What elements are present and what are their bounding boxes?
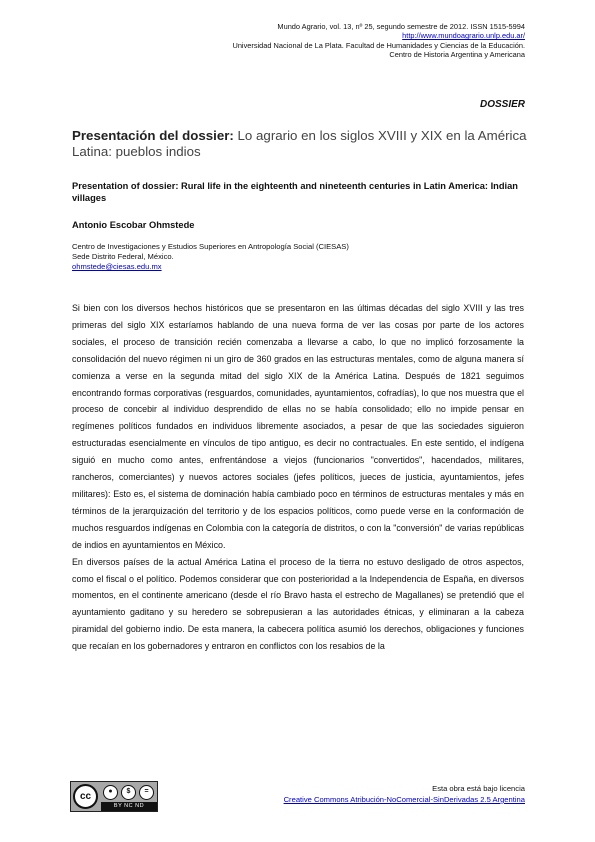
license-link[interactable]: Creative Commons Atribución-NoComercial-SinDerivadas 2.5 Argentina [283,795,525,804]
author-name: Antonio Escobar Ohmstede [72,220,195,230]
license-footer [70,781,525,811]
body-paragraph: Si bien con los diversos hechos históricos que se presentaron en las últimas décadas del siglo XVIII y las tres primeras del siglo XIX estaríamos hablando de una nueva forma de ver las cosas por parte de los actores sociales, el proceso de transición recién comenzaba a llevarse a cabo, lo que no implicó forzosamente la consolidación del nuevo régimen ni un giro de 360 grados en las estructuras mentales, como de alguna manera sí comienza a verse en la segunda mitad del siglo XIX de la América Latina. Después de 1821 seguimos encontrando formas corporativas (resguardos, comunidades, ayuntamientos, cofradías), lo que nos muestra que el proceso de concebir al individuo desprendido de ellas no se había consolidado; ello no impide pensar en regímenes políticos fundados en individuos libremente asociados, a pesar de que las sociedades siguieron estructuradas esencialmente en vínculos de tipo antiguo, es decir no contractuales. En este sentido, el indígena siguió en mucho como antes, enfrentándose a viejos (funcionarios "convertidos", hacendados, militares, rancheros, comerciantes) y nuevos actores sociales (jefes políticos, jueces de justicia, ayuntamientos, jefes militares): Esto es, el sistema de dominación había cambiado poco en términos de estructuras mentales y más en términos de la jerarquización del territorio y de los espacios políticos, como puede verse en la conformación de muchos resguardos indígenas en Colombia con la categoría de distritos, o con la "conversión" de varias repúblicas de indios en ayuntamientos en México. [72,303,524,550]
article-title-rest: Lo agrario en los siglos XVIII y XIX en la América Latina: pueblos indios [72,128,527,159]
citation-line: Mundo Agrario, vol. 13, nº 25, segundo semestre de 2012. ISSN 1515-5994 [277,22,525,31]
institution-line-1: Universidad Nacional de La Plata. Facultad de Humanidades y Ciencias de la Educación. [232,40,525,50]
body-paragraph: En diversos países de la actual América Latina el proceso de la tierra no estuvo desligado de otros aspectos, como el fiscal o el político. Podemos considerar que con posterioridad a la Independencia de España, en diversos momentos, en el continente americano (desde el río Bravo hasta el estrecho de Magallanes) se pretendió que el ayuntamiento gaditano y su heredero se sobrepusieran a las autoridades étnicas, y eliminaran a la cabeza piramidal del gobierno indio. De esta manera, la cabecera política asumió los derechos, obligaciones y funciones que recaían en los gobernadores y entraron en conflictos con los resabios de la [72,556,524,652]
journal-url-link[interactable]: http://www.mundoagrario.unlp.edu.ar/ [402,31,525,41]
author-affiliation-block [72,242,527,272]
person-icon: ● [103,785,118,800]
institution-line-2: Centro de Historia Argentina y Americana [389,50,525,60]
dollar-strike-icon: $ [121,785,136,800]
author-location: Sede Distrito Federal, México. [72,252,174,261]
cc-license-badge[interactable] [70,781,158,812]
article-title-prefix: Presentación del dossier: [72,128,234,143]
cc-badge-strip: BY NC ND [101,802,157,811]
article-body [72,300,524,770]
journal-header [95,22,525,60]
author-email-link[interactable]: ohmstede@ciesas.edu.mx [72,262,162,271]
section-label: DOSSIER [479,99,525,110]
license-text [284,783,525,805]
author-affiliation: Centro de Investigaciones y Estudios Superiores en Antropología Social (CIESAS) [72,242,349,251]
english-title: Presentation of dossier: Rural life in the eighteenth and nineteenth centuries in Latin America: Indian villages [72,181,518,203]
license-prefix: Esta obra está bajo licencia [432,784,525,793]
article-title [72,128,527,160]
equals-icon: = [139,785,154,800]
cc-logo-icon: cc [73,784,98,809]
